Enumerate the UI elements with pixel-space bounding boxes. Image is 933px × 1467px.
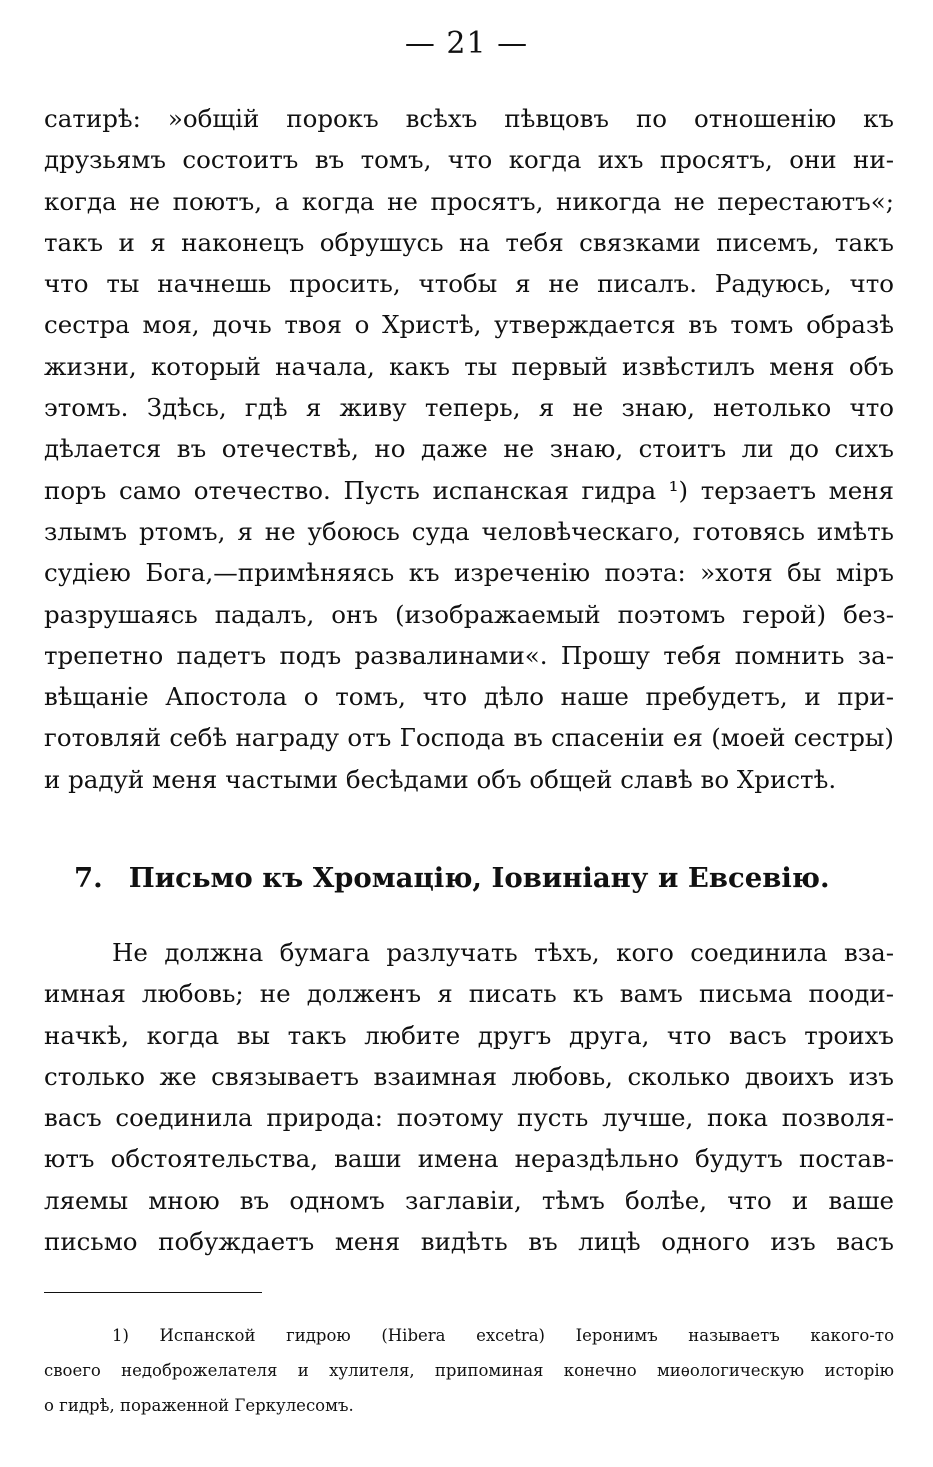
- paragraph-letter-continuation: [44, 98, 894, 800]
- text-line: имная любовь; не долженъ я писать къ вамъ письма пооди-: [44, 979, 894, 1009]
- text-line: дѣлается въ отечествѣ, но даже не знаю, стоитъ ли до сихъ: [44, 434, 894, 464]
- text-line: поръ само отечество. Пусть испанская гидра ¹) терзаетъ меня: [44, 475, 894, 505]
- text-line: судіею Бога,—примѣняясь къ изреченію поэта: »хотя бы міръ: [44, 558, 894, 588]
- section-title: Письмо къ Хромацію, Іовиніану и Евсевію.: [128, 862, 830, 894]
- text-line: сатирѣ: »общій порокъ всѣхъ пѣвцовъ по отношенію къ: [44, 104, 894, 133]
- text-line: друзьямъ состоитъ въ томъ, что когда ихъ просятъ, они ни-: [44, 145, 894, 175]
- section-number: 7.: [74, 862, 103, 894]
- footnote-line: своего недоброжелателя и хулителя, припоминая конечно миѳологическую исторію: [44, 1361, 894, 1380]
- text-line: готовляй себѣ награду отъ Господа въ спасеніи ея (моей сестры): [44, 723, 894, 753]
- text-line: такъ и я наконецъ обрушусь на тебя связками писемъ, такъ: [44, 227, 894, 257]
- paragraph-letter-7: [44, 932, 894, 1262]
- text-line: жизни, который начала, какъ ты первый извѣстилъ меня объ: [44, 351, 894, 381]
- text-line: начкѣ, когда вы такъ любите другъ друга, что васъ троихъ: [44, 1020, 894, 1050]
- text-line: трепетно падетъ подъ развалинами«. Прошу тебя помнить за-: [44, 640, 894, 670]
- text-line: разрушаясь падалъ, онъ (изображаемый поэтомъ герой) без-: [44, 599, 894, 629]
- page-number: — 21 —: [404, 26, 529, 61]
- footnote-line: о гидрѣ, пораженной Геркулесомъ.: [44, 1396, 354, 1415]
- footnote: [44, 1318, 894, 1423]
- footnote-line: 1) Испанской гидрою (Hibera excetra) Іеронимъ называетъ какого-то: [112, 1326, 894, 1345]
- text-line: столько же связываетъ взаимная любовь, сколько двоихъ изъ: [44, 1061, 894, 1091]
- text-line: и радуй меня частыми бесѣдами объ общей славѣ во Христѣ.: [44, 764, 837, 794]
- text-line: письмо побуждаетъ меня видѣть въ лицѣ одного изъ васъ: [44, 1227, 894, 1257]
- footnote-divider: [44, 1292, 262, 1293]
- text-line: что ты начнешь просить, чтобы я не писалъ. Радуюсь, что: [44, 269, 894, 299]
- text-line: Не должна бумага разлучать тѣхъ, кого соединила вза-: [112, 938, 894, 967]
- text-line: ляемы мною въ одномъ заглавіи, тѣмъ болѣе, что и ваше: [44, 1185, 894, 1215]
- text-line: этомъ. Здѣсь, гдѣ я живу теперь, я не знаю, нетолько что: [44, 393, 894, 423]
- text-line: вѣщаніе Апостола о томъ, что дѣло наше пребудетъ, и при-: [44, 682, 894, 712]
- text-line: ютъ обстоятельства, ваши имена нераздѣльно будутъ постав-: [44, 1144, 894, 1174]
- text-line: сестра моя, дочь твоя о Христѣ, утверждается въ томъ образѣ: [44, 310, 894, 340]
- text-line: васъ соединила природа: поэтому пусть лучше, пока позволя-: [44, 1103, 894, 1133]
- text-line: злымъ ртомъ, я не убоюсь суда человѣческаго, готовясь имѣть: [44, 516, 894, 546]
- section-heading: [74, 862, 874, 894]
- text-line: когда не поютъ, а когда не просятъ, никогда не перестаютъ«;: [44, 186, 894, 216]
